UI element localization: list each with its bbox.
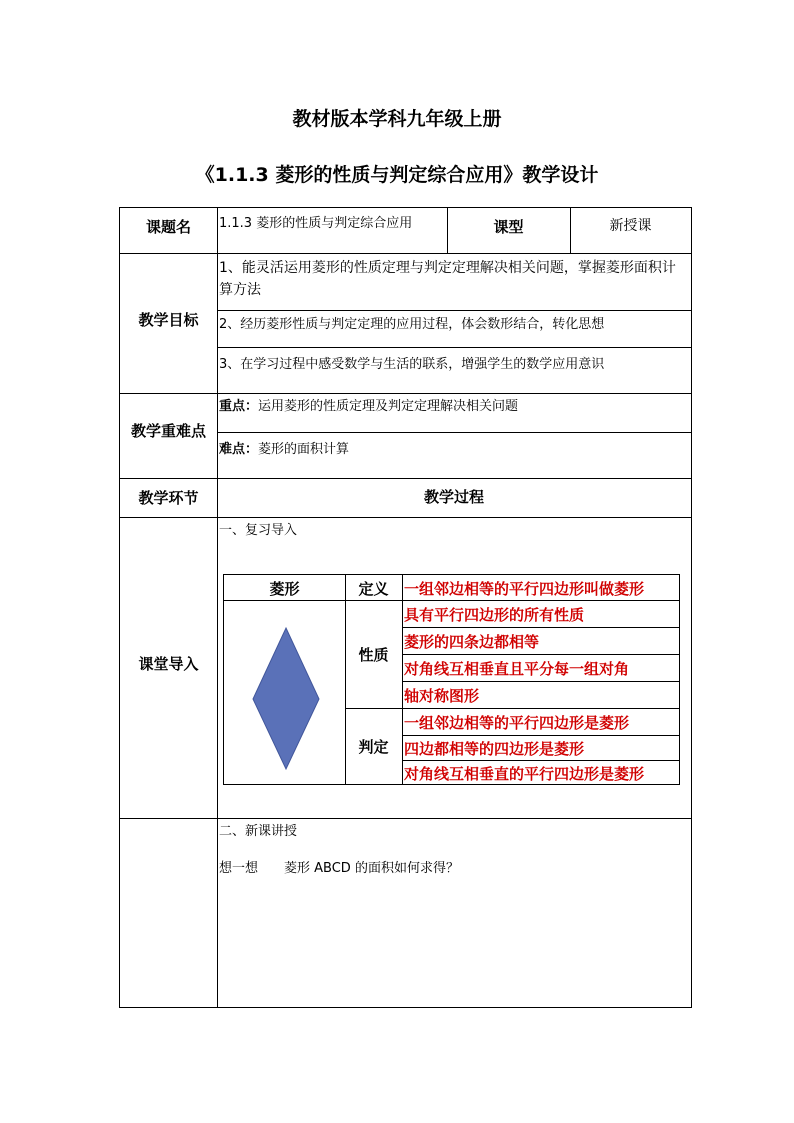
property-item-1: 具有平行四边形的所有性质: [404, 606, 585, 624]
goals-label: 教学目标: [138, 311, 199, 329]
judgement-item-1: 一组邻边相等的平行四边形是菱形: [404, 714, 630, 732]
think-label: 想一想: [219, 861, 259, 876]
property-label: 性质: [358, 646, 389, 664]
definition-text: 一组邻边相等的平行四边形叫做菱形: [404, 580, 645, 598]
process-header: 教学过程: [423, 488, 484, 506]
think-question: 菱形 ABCD 的面积如何求得？: [284, 861, 459, 876]
lesson-name-label: 课题名: [145, 218, 191, 236]
intro-title: 一、复习导入: [219, 523, 298, 538]
rhombus-figure: [248, 625, 324, 773]
stage-header: 教学环节: [138, 489, 199, 507]
judgement-label: 判定: [358, 738, 389, 756]
key-points-label: 教学重难点: [130, 422, 206, 440]
key-point-text: 运用菱形的性质定理及判定定理解决相关问题: [258, 399, 519, 414]
shape-header: 菱形: [269, 580, 300, 598]
property-item-4: 轴对称图形: [404, 687, 480, 705]
difficult-point-text: 菱形的面积计算: [258, 442, 350, 457]
key-point-prefix: 重点：: [219, 399, 259, 414]
review-table: [223, 574, 680, 785]
definition-label: 定义: [358, 580, 389, 598]
lesson-plan-table: [119, 207, 692, 1008]
key-point: [219, 396, 518, 418]
document-subtitle: 《1.1.3 菱形的性质与判定综合应用》教学设计: [195, 164, 599, 186]
goal-item-2: 2、经历菱形性质与判定定理的应用过程，体会数形结合，转化思想: [219, 317, 605, 332]
intro-label: 课堂导入: [138, 655, 199, 673]
property-item-2: 菱形的四条边都相等: [404, 633, 540, 651]
lesson-type-label: 课型: [493, 218, 524, 236]
rhombus-shape: [253, 628, 319, 769]
think-prompt: [219, 858, 459, 880]
judgement-item-3: 对角线互相垂直的平行四边形是菱形: [404, 765, 645, 783]
document-title: 教材版本学科九年级上册: [292, 108, 502, 130]
new-lesson-title: 二、新课讲授: [219, 824, 298, 839]
difficult-point: [219, 439, 349, 461]
goal-item-1: 1、能灵活运用菱形的性质定理与判定定理解决相关问题，掌握菱形面积计算方法: [219, 260, 676, 298]
lesson-name-value: 1.1.3 菱形的性质与判定综合应用: [219, 216, 413, 231]
lesson-type-value: 新授课: [609, 218, 652, 234]
goal-item-3: 3、在学习过程中感受数学与生活的联系，增强学生的数学应用意识: [219, 357, 605, 372]
property-item-3: 对角线互相垂直且平分每一组对角: [404, 660, 630, 678]
judgement-item-2: 四边都相等的四边形是菱形: [404, 740, 585, 758]
difficult-point-prefix: 难点：: [219, 442, 259, 457]
